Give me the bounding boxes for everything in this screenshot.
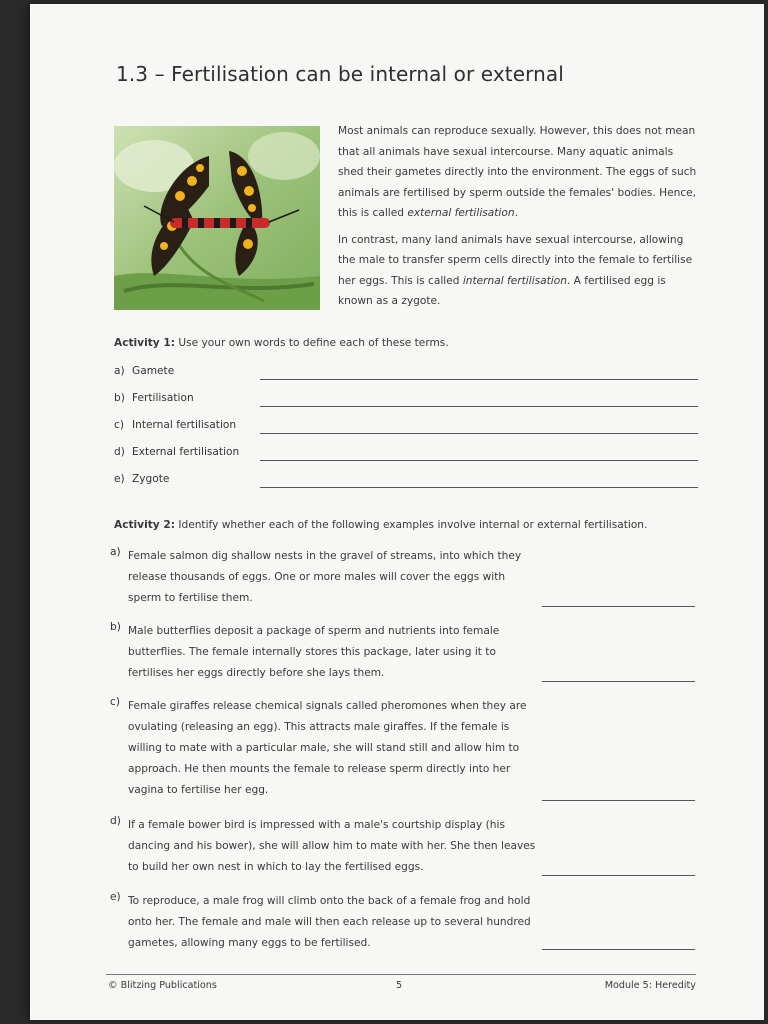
term-letter: b) bbox=[114, 392, 125, 404]
term-label: Fertilisation bbox=[132, 392, 194, 404]
term-label: Zygote bbox=[132, 473, 170, 485]
intro-p2-term: internal fertilisation bbox=[462, 274, 567, 287]
term-letter: e) bbox=[114, 473, 125, 485]
answer-line[interactable] bbox=[542, 875, 695, 876]
answer-line[interactable] bbox=[260, 433, 698, 434]
question-text: If a female bower bird is impressed with a male's courtship display (his dancing and his bower), she will allow him to mate with her. She then leaves to build her own nest in which to lay the fertilised eggs. bbox=[128, 819, 536, 873]
activity1-label: Activity 1: bbox=[114, 337, 175, 349]
term-row bbox=[114, 446, 698, 468]
question-letter: d) bbox=[110, 815, 121, 827]
answer-line[interactable] bbox=[260, 379, 698, 380]
activity1-heading bbox=[114, 337, 449, 349]
answer-line[interactable] bbox=[260, 406, 698, 407]
answer-line[interactable] bbox=[542, 949, 695, 950]
term-letter: a) bbox=[114, 365, 125, 377]
answer-line[interactable] bbox=[260, 487, 698, 488]
term-row bbox=[114, 392, 698, 414]
activity2-heading bbox=[114, 519, 647, 531]
question-letter: b) bbox=[110, 621, 121, 633]
question-text: Female giraffes release chemical signals called pheromones when they are ovulating (releasing an egg). This attracts male giraffes. If the female is willing to mate with a particular male, she will stand still and allow him to approach. He then mounts the female to release sperm directly into her vagina to fertilise her egg. bbox=[128, 700, 527, 796]
question-text: Male butterflies deposit a package of sperm and nutrients into female butterflies. The female internally stores this package, later using it to fertilises her eggs directly before she lays them. bbox=[128, 625, 500, 679]
term-letter: d) bbox=[114, 446, 125, 458]
answer-line[interactable] bbox=[542, 800, 695, 801]
intro-paragraph-1 bbox=[338, 121, 698, 224]
term-row bbox=[114, 365, 698, 387]
question-text: Female salmon dig shallow nests in the gravel of streams, into which they release thousands of eggs. One or more males will cover the eggs with sperm to fertilise them. bbox=[128, 550, 522, 604]
intro-p2-text: In contrast, many land animals have sexual intercourse, allowing the male to transfer sperm cells directly into the female to fertilise her eggs. This is called bbox=[338, 233, 693, 287]
activity1-instruction: Use your own words to define each of these terms. bbox=[174, 337, 449, 349]
question-letter: e) bbox=[110, 891, 121, 903]
activity2-label: Activity 2: bbox=[114, 519, 175, 531]
answer-line[interactable] bbox=[542, 681, 695, 682]
question-letter: c) bbox=[110, 696, 120, 708]
footer-publisher: © Blitzing Publications bbox=[108, 980, 217, 991]
intro-p1-term: external fertilisation bbox=[407, 207, 515, 219]
activity2-instruction: Identify whether each of the following examples involve internal or external fertilisation. bbox=[174, 519, 648, 531]
answer-line[interactable] bbox=[260, 460, 698, 461]
term-row bbox=[114, 473, 698, 495]
question-letter: a) bbox=[110, 546, 121, 558]
intro-p1-end: . bbox=[514, 207, 518, 219]
intro-paragraph-2 bbox=[338, 230, 698, 312]
intro-p2-end: . A fertilised egg is known as a zygote. bbox=[338, 274, 666, 307]
term-label: External fertilisation bbox=[132, 446, 240, 458]
intro-text bbox=[338, 121, 698, 318]
butterflies-photo bbox=[114, 126, 320, 310]
page-number: 5 bbox=[396, 980, 403, 991]
footer-module: Module 5: Heredity bbox=[604, 980, 696, 991]
term-letter: c) bbox=[114, 419, 124, 431]
footer-divider bbox=[106, 974, 696, 975]
term-row bbox=[114, 419, 698, 441]
term-label: Gamete bbox=[132, 365, 175, 377]
intro-p1-text: Most animals can reproduce sexually. However, this does not mean that all animals have sexual intercourse. Many aquatic animals shed their gametes directly into the environment. The eggs of such animals are fertilised by sperm outside the females' bodies. Hence, this is called bbox=[338, 125, 697, 219]
term-label: Internal fertilisation bbox=[132, 419, 237, 431]
question-text: To reproduce, a male frog will climb onto the back of a female frog and hold onto her. The female and male will then each release up to several hundred gametes, allowing many eggs to be fertilised. bbox=[128, 895, 531, 949]
page-title: 1.3 – Fertilisation can be internal or external bbox=[116, 62, 564, 86]
answer-line[interactable] bbox=[542, 606, 695, 607]
